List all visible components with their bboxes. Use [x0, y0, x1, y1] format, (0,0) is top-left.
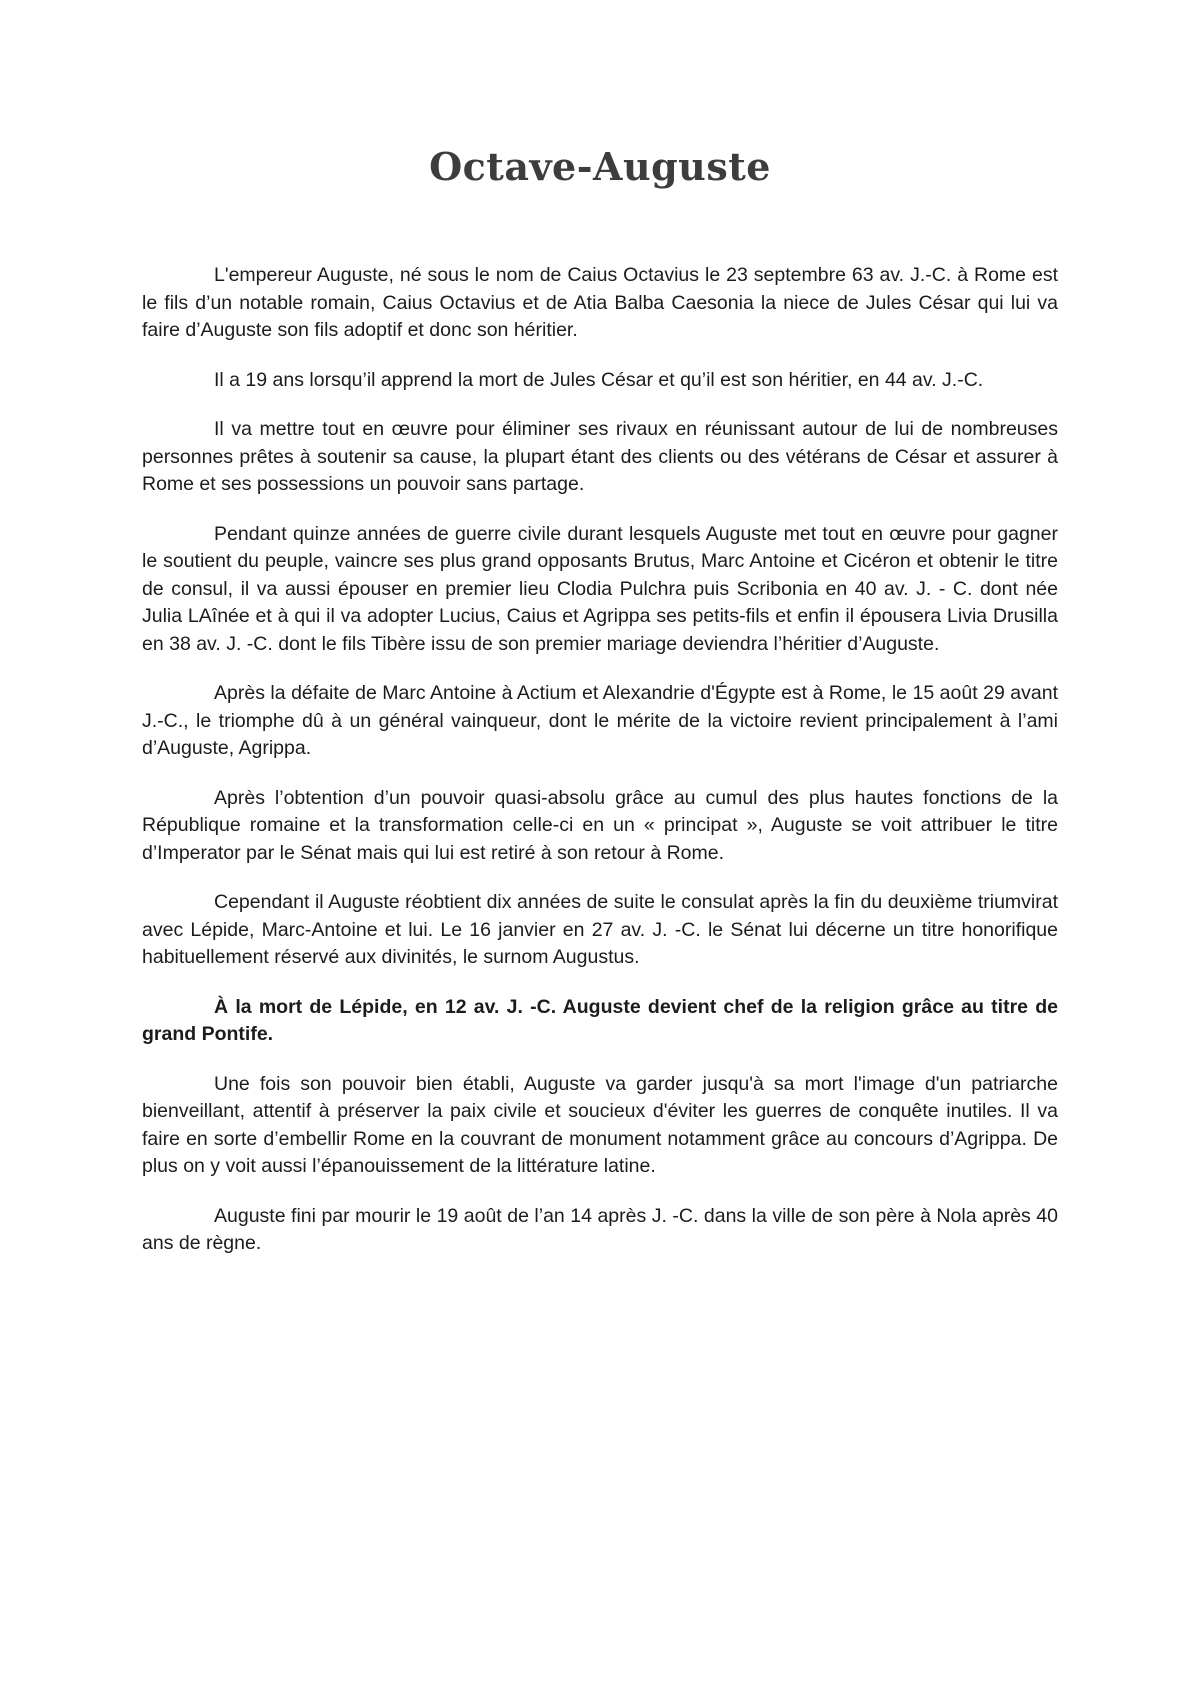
paragraph-rivals: Il va mettre tout en œuvre pour éliminer ses rivaux en réunissant autour de lui de nombreuses personnes prêtes à soutenir sa cause, la plupart étant des clients ou des vétérans de César et assurer à Rome et ses possessions un pouvoir sans partage. — [142, 418, 1058, 495]
paragraph-pontife: À la mort de Lépide, en 12 av. J. -C. Auguste devient chef de la religion grâce au titre de grand Pontife. — [142, 995, 1058, 1045]
paragraph-birth: L'empereur Auguste, né sous le nom de Caius Octavius le 23 septembre 63 av. J.-C. à Rome est le fils d’un notable romain, Caius Octavius et de Atia Balba Caesonia la niece de Jules César qui lui va faire d’Auguste son fils adoptif et donc son héritier. — [142, 264, 1058, 341]
document-title: Octave-Auguste — [429, 144, 771, 189]
paragraph-actium: Après la défaite de Marc Antoine à Actium et Alexandrie d'Égypte est à Rome, le 15 août 29 avant J.-C., le triomphe dû à un général vainqueur, dont le mérite de la victoire revient principalement à l’ami d’Auguste, Agrippa. — [142, 682, 1058, 759]
paragraph-age-19: Il a 19 ans lorsqu’il apprend la mort de Jules César et qu’il est son héritier, en 44 av. J.-C. — [214, 368, 984, 391]
paragraph-principat: Après l’obtention d’un pouvoir quasi-absolu grâce au cumul des plus hautes fonctions de la République romaine et la transformation celle-ci en un « principat », Auguste se voit attribuer le titre d’Imperator par le Sénat mais qui lui est retiré à son retour à Rome. — [142, 786, 1058, 864]
paragraph-civil-war: Pendant quinze années de guerre civile durant lesquels Auguste met tout en œuvre pour gagner le soutient du peuple, vaincre ses plus grand opposants Brutus, Marc Antoine et Cicéron et obtenir le titre de consul, il va aussi épouser en premier lieu Clodia Pulchra puis Scribonia en 40 av. J. - C. dont née Julia LAînée et à qui il va adopter Lucius, Caius et Agrippa ses petits-fils et enfin il épousera Livia Drusilla en 38 av. J. -C. dont le fils Tibère issu de son premier mariage deviendra l’héritier d’Auguste. — [142, 522, 1058, 655]
document-body — [142, 262, 1058, 1280]
paragraph-patriarche: Une fois son pouvoir bien établi, Auguste va garder jusqu'à sa mort l'image d'un patriarche bienveillant, attentif à préserver la paix civile et soucieux d'éviter les guerres de conquête inutiles. Il va faire en sorte d’embellir Rome en la couvrant de monument notamment grâce au concours d’Agrippa. De plus on y voit aussi l’épanouissement de la littérature latine. — [142, 1072, 1058, 1177]
paragraph-death: Auguste fini par mourir le 19 août de l’an 14 après J. -C. dans la ville de son père à Nola après 40 ans de règne. — [142, 1204, 1058, 1254]
paragraph-consulat: Cependant il Auguste réobtient dix années de suite le consulat après la fin du deuxième triumvirat avec Lépide, Marc-Antoine et lui. Le 16 janvier en 27 av. J. -C. le Sénat lui décerne un titre honorifique habituellement réservé aux divinités, le surnom Augustus. — [142, 891, 1058, 968]
